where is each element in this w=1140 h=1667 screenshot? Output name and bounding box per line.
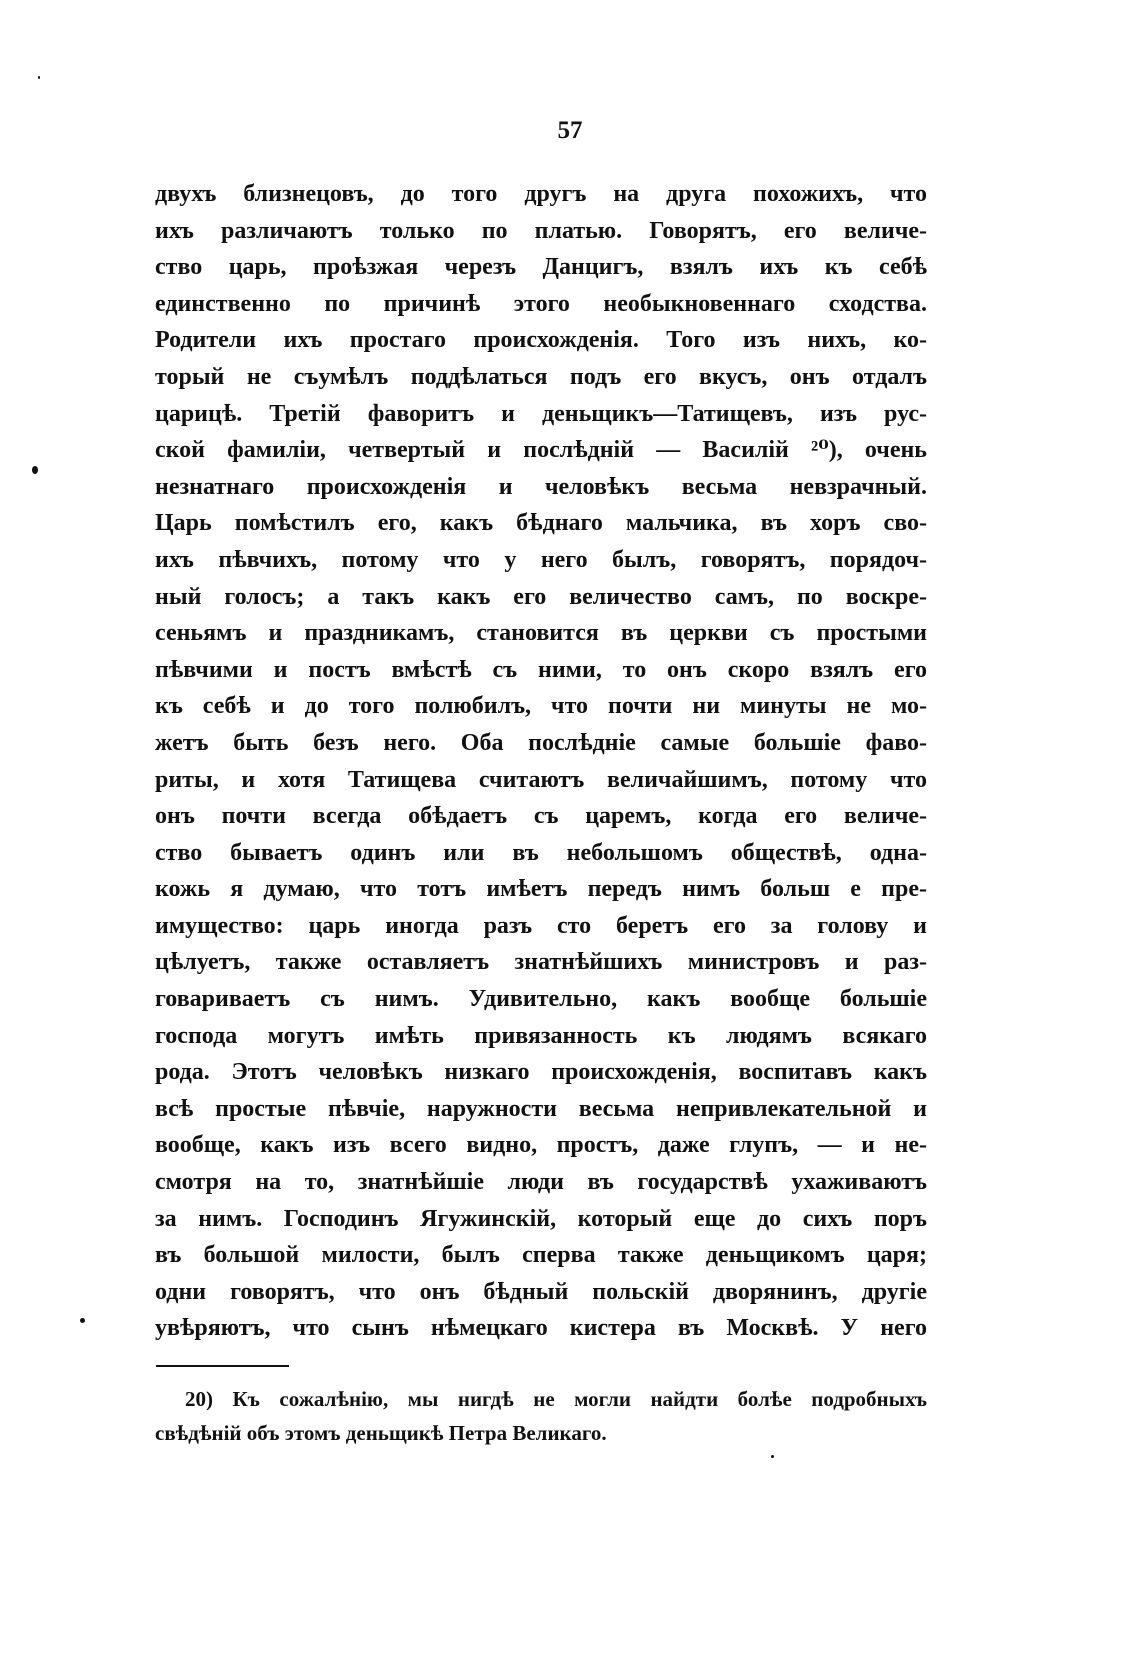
text-line: жетъ быть безъ него. Оба послѣдніе самые большіе фаво- bbox=[155, 729, 927, 756]
text-line: кожь я думаю, что тотъ имѣетъ передъ нимъ больш е пре- bbox=[155, 876, 927, 903]
text-line: Родители ихъ простаго происхожденія. Того изъ нихъ, ко- bbox=[155, 327, 927, 354]
text-line: онъ почти всегда обѣдаетъ съ царемъ, когда его величе- bbox=[155, 803, 927, 830]
text-line: всѣ простые пѣвчіе, наружности весьма непривлекательной и bbox=[155, 1095, 927, 1122]
scan-speck bbox=[771, 1455, 774, 1458]
footnote bbox=[155, 1382, 927, 1450]
text-line: торый не съумѣлъ поддѣлаться подъ его вкусъ, онъ отдалъ bbox=[155, 363, 927, 390]
text-line: единственно по причинѣ этого необыкновеннаго сходства. bbox=[155, 290, 927, 317]
text-line: ихъ пѣвчихъ, потому что у него былъ, говорятъ, порядоч- bbox=[155, 546, 927, 573]
text-line: сеньямъ и праздникамъ, становится въ церкви съ простыми bbox=[155, 620, 927, 647]
text-line: смотря на то, знатнѣйшіе люди въ государствѣ ухаживаютъ bbox=[155, 1169, 927, 1196]
text-line: ство бываетъ одинъ или въ небольшомъ обществѣ, одна- bbox=[155, 839, 927, 866]
text-line: пѣвчими и постъ вмѣстѣ съ ними, то онъ скоро взялъ его bbox=[155, 656, 927, 683]
text-line: ской фамиліи, четвертый и послѣдній — Василій ²⁰), очень bbox=[155, 437, 927, 464]
scan-speck bbox=[38, 76, 40, 79]
text-line: въ большой милости, былъ сперва также деньщикомъ царя; bbox=[155, 1242, 927, 1269]
text-line: царицѣ. Третій фаворитъ и деньщикъ—Татищевъ, изъ рус- bbox=[155, 400, 927, 427]
text-line: Царь помѣстилъ его, какъ бѣднаго мальчика, въ хоръ сво- bbox=[155, 510, 927, 537]
scan-speck bbox=[80, 1318, 85, 1323]
text-line: за нимъ. Господинъ Ягужинскій, который еще до сихъ поръ bbox=[155, 1205, 927, 1232]
text-line: увѣряютъ, что сынъ нѣмецкаго кистера въ Москвѣ. У него bbox=[155, 1315, 927, 1342]
footnote-divider bbox=[156, 1365, 289, 1367]
text-line: рода. Этотъ человѣкъ низкаго происхожденія, воспитавъ какъ bbox=[155, 1059, 927, 1086]
text-line: говариваетъ съ нимъ. Удивительно, какъ вообще большіе bbox=[155, 986, 927, 1013]
text-line: вообще, какъ изъ всего видно, простъ, даже глупъ, — и не- bbox=[155, 1132, 927, 1159]
footnote-line: 20) Къ сожалѣнію, мы нигдѣ не могли найдти болѣе подробныхъ bbox=[185, 1387, 927, 1411]
text-line: господа могутъ имѣть привязанность къ людямъ всякаго bbox=[155, 1022, 927, 1049]
text-line: имущество: царь иногда разъ сто беретъ его за голову и bbox=[155, 912, 927, 939]
text-line: риты, и хотя Татищева считаютъ величайшимъ, потому что bbox=[155, 766, 927, 793]
text-line: цѣлуетъ, также оставляетъ знатнѣйшихъ министровъ и раз- bbox=[155, 949, 927, 976]
footnote-line: свѣдѣній объ этомъ деньщикѣ Петра Великаго. bbox=[155, 1421, 607, 1445]
text-line: незнатнаго происхожденія и человѣкъ весьма невзрачный. bbox=[155, 473, 927, 500]
scan-speck bbox=[32, 466, 38, 474]
page-number: 57 bbox=[557, 117, 583, 144]
text-line: одни говорятъ, что онъ бѣдный польскій дворянинъ, другіе bbox=[155, 1278, 927, 1305]
text-line: ство царь, проѣзжая черезъ Данцигъ, взялъ ихъ къ себѣ bbox=[155, 254, 927, 281]
main-text bbox=[155, 176, 927, 1347]
text-line: къ себѣ и до того полюбилъ, что почти ни минуты не мо- bbox=[155, 693, 927, 720]
text-line: двухъ близнецовъ, до того другъ на друга похожихъ, что bbox=[155, 181, 927, 207]
text-line: ихъ различаютъ только по платью. Говорятъ, его величе- bbox=[155, 217, 927, 244]
text-line: ный голосъ; а такъ какъ его величество самъ, по воскре- bbox=[155, 583, 927, 610]
